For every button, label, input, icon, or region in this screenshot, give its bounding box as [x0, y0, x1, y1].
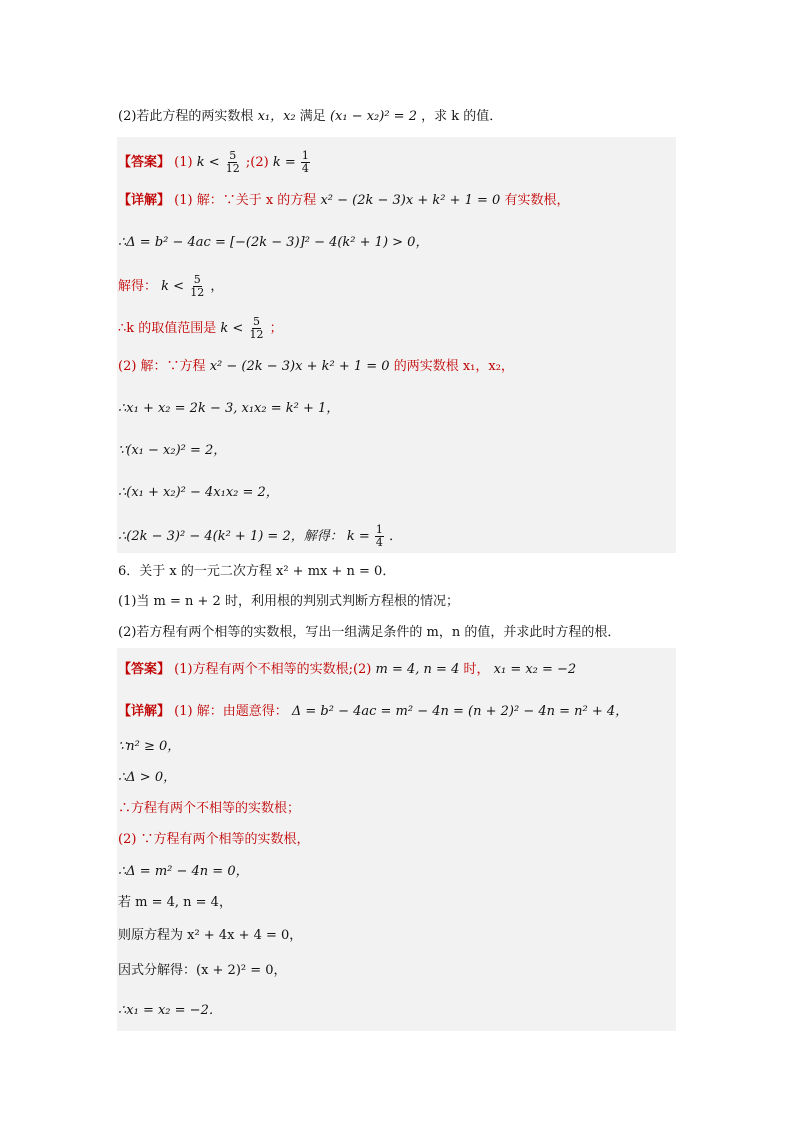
q6-answer: 【答案】 (1)方程有两个不相等的实数根;(2) m = 4, n = 4 时， x₁ = x₂ = −2 — [118, 662, 577, 677]
q5-detail-line8: ∴(x₁ + x₂)² − 4x₁x₂ = 2， — [118, 485, 279, 500]
q5-detail-line1: 【详解】 (1) 解：∵关于 x 的方程 x² − (2k − 3)x + k² + 1 = 0 有实数根， — [118, 193, 570, 208]
q6-stem: 6．关于 x 的一元二次方程 x² + mx + n = 0． — [118, 564, 396, 579]
q5-answer: 【答案】 (1) k < $\frac{5}{12}$ ;(2) k = $\frac{1}{4}$ — [118, 149, 309, 175]
q5-detail-line7: ∵(x₁ − x₂)² = 2， — [118, 443, 227, 458]
q6-detail-line10: ∴x₁ = x₂ = −2． — [118, 1003, 222, 1018]
fraction: $\frac{1}{4}$ — [375, 523, 383, 549]
fraction: $\frac{5}{12}$ — [249, 315, 264, 341]
q6-detail-line5: (2) ∵方程有两个相等的实数根， — [118, 832, 310, 847]
q6-detail-line9: 因式分解得：(x + 2)² = 0， — [118, 963, 287, 978]
q5-detail-line9: ∴(2k − 3)² − 4(k² + 1) = 2，解得： k = $\frac{1}{4}$ ． — [118, 523, 403, 549]
q5-detail-line3: 解得： k < $\frac{5}{12}$ ， — [118, 273, 224, 299]
detail-tag: 【详解】 — [118, 193, 171, 208]
q6-detail-line3: ∴Δ > 0， — [118, 770, 177, 785]
q6-detail-line7: 若 m = 4, n = 4， — [118, 895, 232, 910]
q5-detail-line4: ∴k 的取值范围是 k < $\frac{5}{12}$ ； — [118, 315, 283, 341]
detail-tag: 【详解】 — [118, 704, 171, 719]
q5-detail-line2: ∴Δ = b² − 4ac = [−(2k − 3)]² − 4(k² + 1) > 0， — [118, 235, 429, 250]
fraction: $\frac{1}{4}$ — [301, 149, 309, 175]
q6-detail-line4: ∴方程有两个不相等的实数根； — [118, 801, 301, 816]
fraction: $\frac{5}{12}$ — [225, 149, 240, 175]
q6-detail-line6: ∴Δ = m² − 4n = 0， — [118, 864, 249, 879]
q6-part2: (2)若方程有两个相等的实数根，写出一组满足条件的 m，n 的值，并求此时方程的根． — [118, 625, 621, 640]
q5-part2-stem: (2)若此方程的两实数根 x₁，x₂ 满足 (x₁ − x₂)² = 2 ，求 k 的值． — [118, 109, 503, 124]
q5-detail-line6: ∴x₁ + x₂ = 2k − 3, x₁x₂ = k² + 1， — [118, 401, 340, 416]
q6-part1: (1)当 m = n + 2 时，利用根的判别式判断方程根的情况； — [118, 594, 459, 609]
fraction: $\frac{5}{12}$ — [190, 273, 205, 299]
q6-detail-line1: 【详解】 (1) 解：由题意得： Δ = b² − 4ac = m² − 4n = (n + 2)² − 4n = n² + 4， — [118, 704, 629, 719]
q6-detail-line8: 则原方程为 x² + 4x + 4 = 0， — [118, 928, 303, 943]
q5-detail-line5: (2) 解：∵方程 x² − (2k − 3)x + k² + 1 = 0 的两实数根 x₁，x₂， — [118, 359, 514, 374]
q5-part2-eq: (x₁ − x₂)² = 2 — [329, 109, 417, 124]
answer-tag: 【答案】 — [118, 662, 171, 677]
answer-tag: 【答案】 — [118, 155, 171, 170]
q5-part2-vars: x₁，x₂ — [257, 109, 296, 124]
q6-detail-line2: ∵n² ≥ 0， — [118, 739, 181, 754]
